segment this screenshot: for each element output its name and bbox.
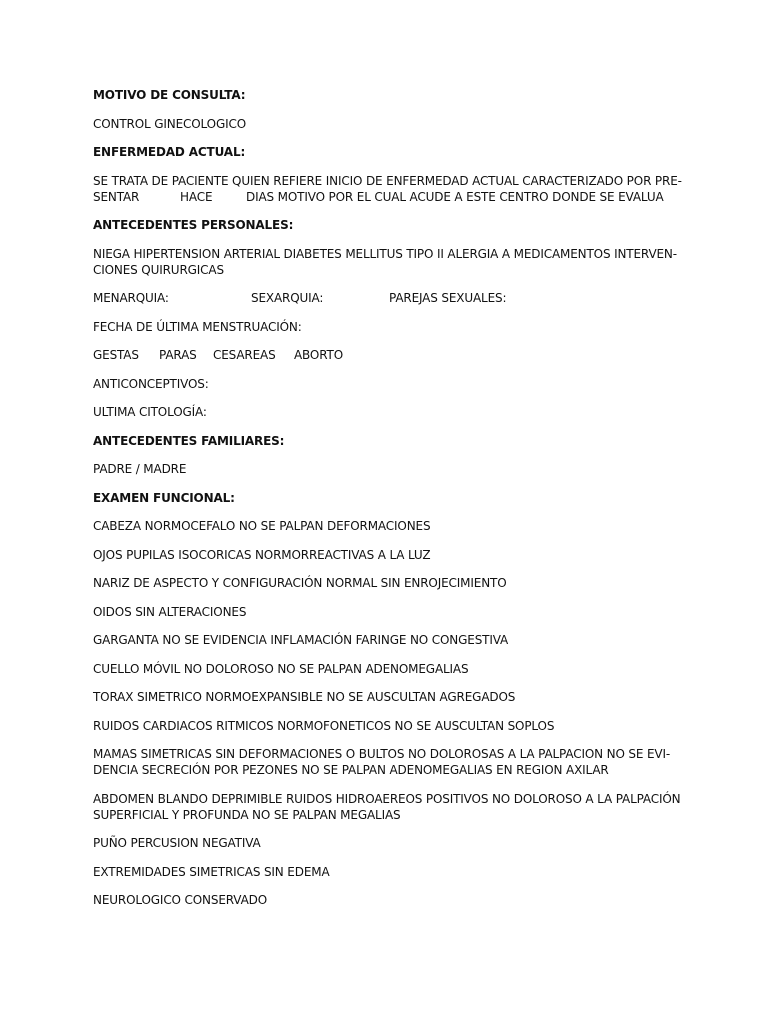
exam-cabeza: CABEZA NORMOCEFALO NO SE PALPAN DEFORMACIONES	[93, 519, 431, 533]
fum-label: FECHA DE ÚLTIMA MENSTRUACIÓN:	[93, 319, 302, 334]
enfermedad-line-1: SE TRATA DE PACIENTE QUIEN REFIERE INICIO DE ENFERMEDAD ACTUAL CARACTERIZADO POR PRE-	[93, 173, 682, 188]
aborto-label: ABORTO	[294, 348, 344, 362]
enfermedad-line-2-rest: DIAS MOTIVO POR EL CUAL ACUDE A ESTE CENTRO DONDE SE EVALUA	[246, 189, 664, 204]
paras-label: PARAS	[159, 348, 197, 362]
personales-line-2: CIONES QUIRURGICAS	[93, 262, 224, 277]
exam-garganta: GARGANTA NO SE EVIDENCIA INFLAMACIÓN FARINGE NO CONGESTIVA	[93, 633, 509, 647]
exam-puno: PUÑO PERCUSION NEGATIVA	[93, 836, 261, 850]
personales-line-1: NIEGA HIPERTENSION ARTERIAL DIABETES MELLITUS TIPO II ALERGIA A MEDICAMENTOS INTERVEN-	[93, 246, 677, 261]
exam-cuello: CUELLO MÓVIL NO DOLOROSO NO SE PALPAN ADENOMEGALIAS	[93, 661, 469, 676]
exam-torax: TORAX SIMETRICO NORMOEXPANSIBLE NO SE AUSCULTAN AGREGADOS	[93, 690, 516, 704]
mamas-line-1: MAMAS SIMETRICAS SIN DEFORMACIONES O BULTOS NO DOLOROSAS A LA PALPACION NO SE EVI-	[93, 747, 671, 761]
cesareas-label: CESAREAS	[213, 348, 276, 362]
enfermedad-heading: ENFERMEDAD ACTUAL:	[93, 145, 246, 159]
familiares-text: PADRE / MADRE	[93, 462, 187, 476]
personales-paragraph	[93, 246, 679, 278]
menarquia-label: MENARQUIA:	[93, 291, 169, 305]
enfermedad-line-2	[93, 189, 679, 205]
document-page	[93, 87, 682, 921]
mamas-line-2: DENCIA SECRECIÓN POR PEZONES NO SE PALPAN ADENOMEGALIAS EN REGION AXILAR	[93, 763, 609, 777]
exam-ojos: OJOS PUPILAS ISOCORICAS NORMORREACTIVAS A LA LUZ	[93, 547, 431, 562]
enfermedad-paragraph	[93, 173, 682, 205]
exam-neurologico: NEUROLOGICO CONSERVADO	[93, 893, 268, 907]
exam-ruidos: RUIDOS CARDIACOS RITMICOS NORMOFONETICOS NO SE AUSCULTAN SOPLOS	[93, 718, 555, 733]
obstetric-row	[93, 347, 679, 363]
anticonceptivos-label: ANTICONCEPTIVOS:	[93, 376, 209, 391]
personales-heading: ANTECEDENTES PERSONALES:	[93, 218, 294, 232]
citologia-label: ULTIMA CITOLOGÍA:	[93, 405, 207, 419]
exam-extremidades: EXTREMIDADES SIMETRICAS SIN EDEMA	[93, 864, 330, 879]
gestas-label: GESTAS	[93, 348, 139, 362]
motivo-heading: MOTIVO DE CONSULTA:	[93, 88, 246, 102]
exam-abdomen	[93, 791, 679, 823]
sexarquia-label: SEXARQUIA:	[251, 291, 324, 305]
abdomen-line-1: ABDOMEN BLANDO DEPRIMIBLE RUIDOS HIDROAEREOS POSITIVOS NO DOLOROSO A LA PALPACIÓN	[93, 791, 681, 806]
motivo-text: CONTROL GINECOLOGICO	[93, 116, 247, 131]
familiares-heading: ANTECEDENTES FAMILIARES:	[93, 433, 285, 448]
enfermedad-word-sentar: SENTAR	[93, 189, 140, 204]
exam-oidos: OIDOS SIN ALTERACIONES	[93, 604, 247, 619]
parejas-label: PAREJAS SEXUALES:	[389, 291, 507, 305]
examen-heading: EXAMEN FUNCIONAL:	[93, 490, 235, 505]
menarquia-row	[93, 290, 679, 306]
exam-mamas	[93, 746, 679, 778]
abdomen-line-2: SUPERFICIAL Y PROFUNDA NO SE PALPAN MEGALIAS	[93, 807, 401, 822]
exam-nariz: NARIZ DE ASPECTO Y CONFIGURACIÓN NORMAL SIN ENROJECIMIENTO	[93, 576, 507, 590]
enfermedad-word-hace: HACE	[180, 189, 213, 204]
